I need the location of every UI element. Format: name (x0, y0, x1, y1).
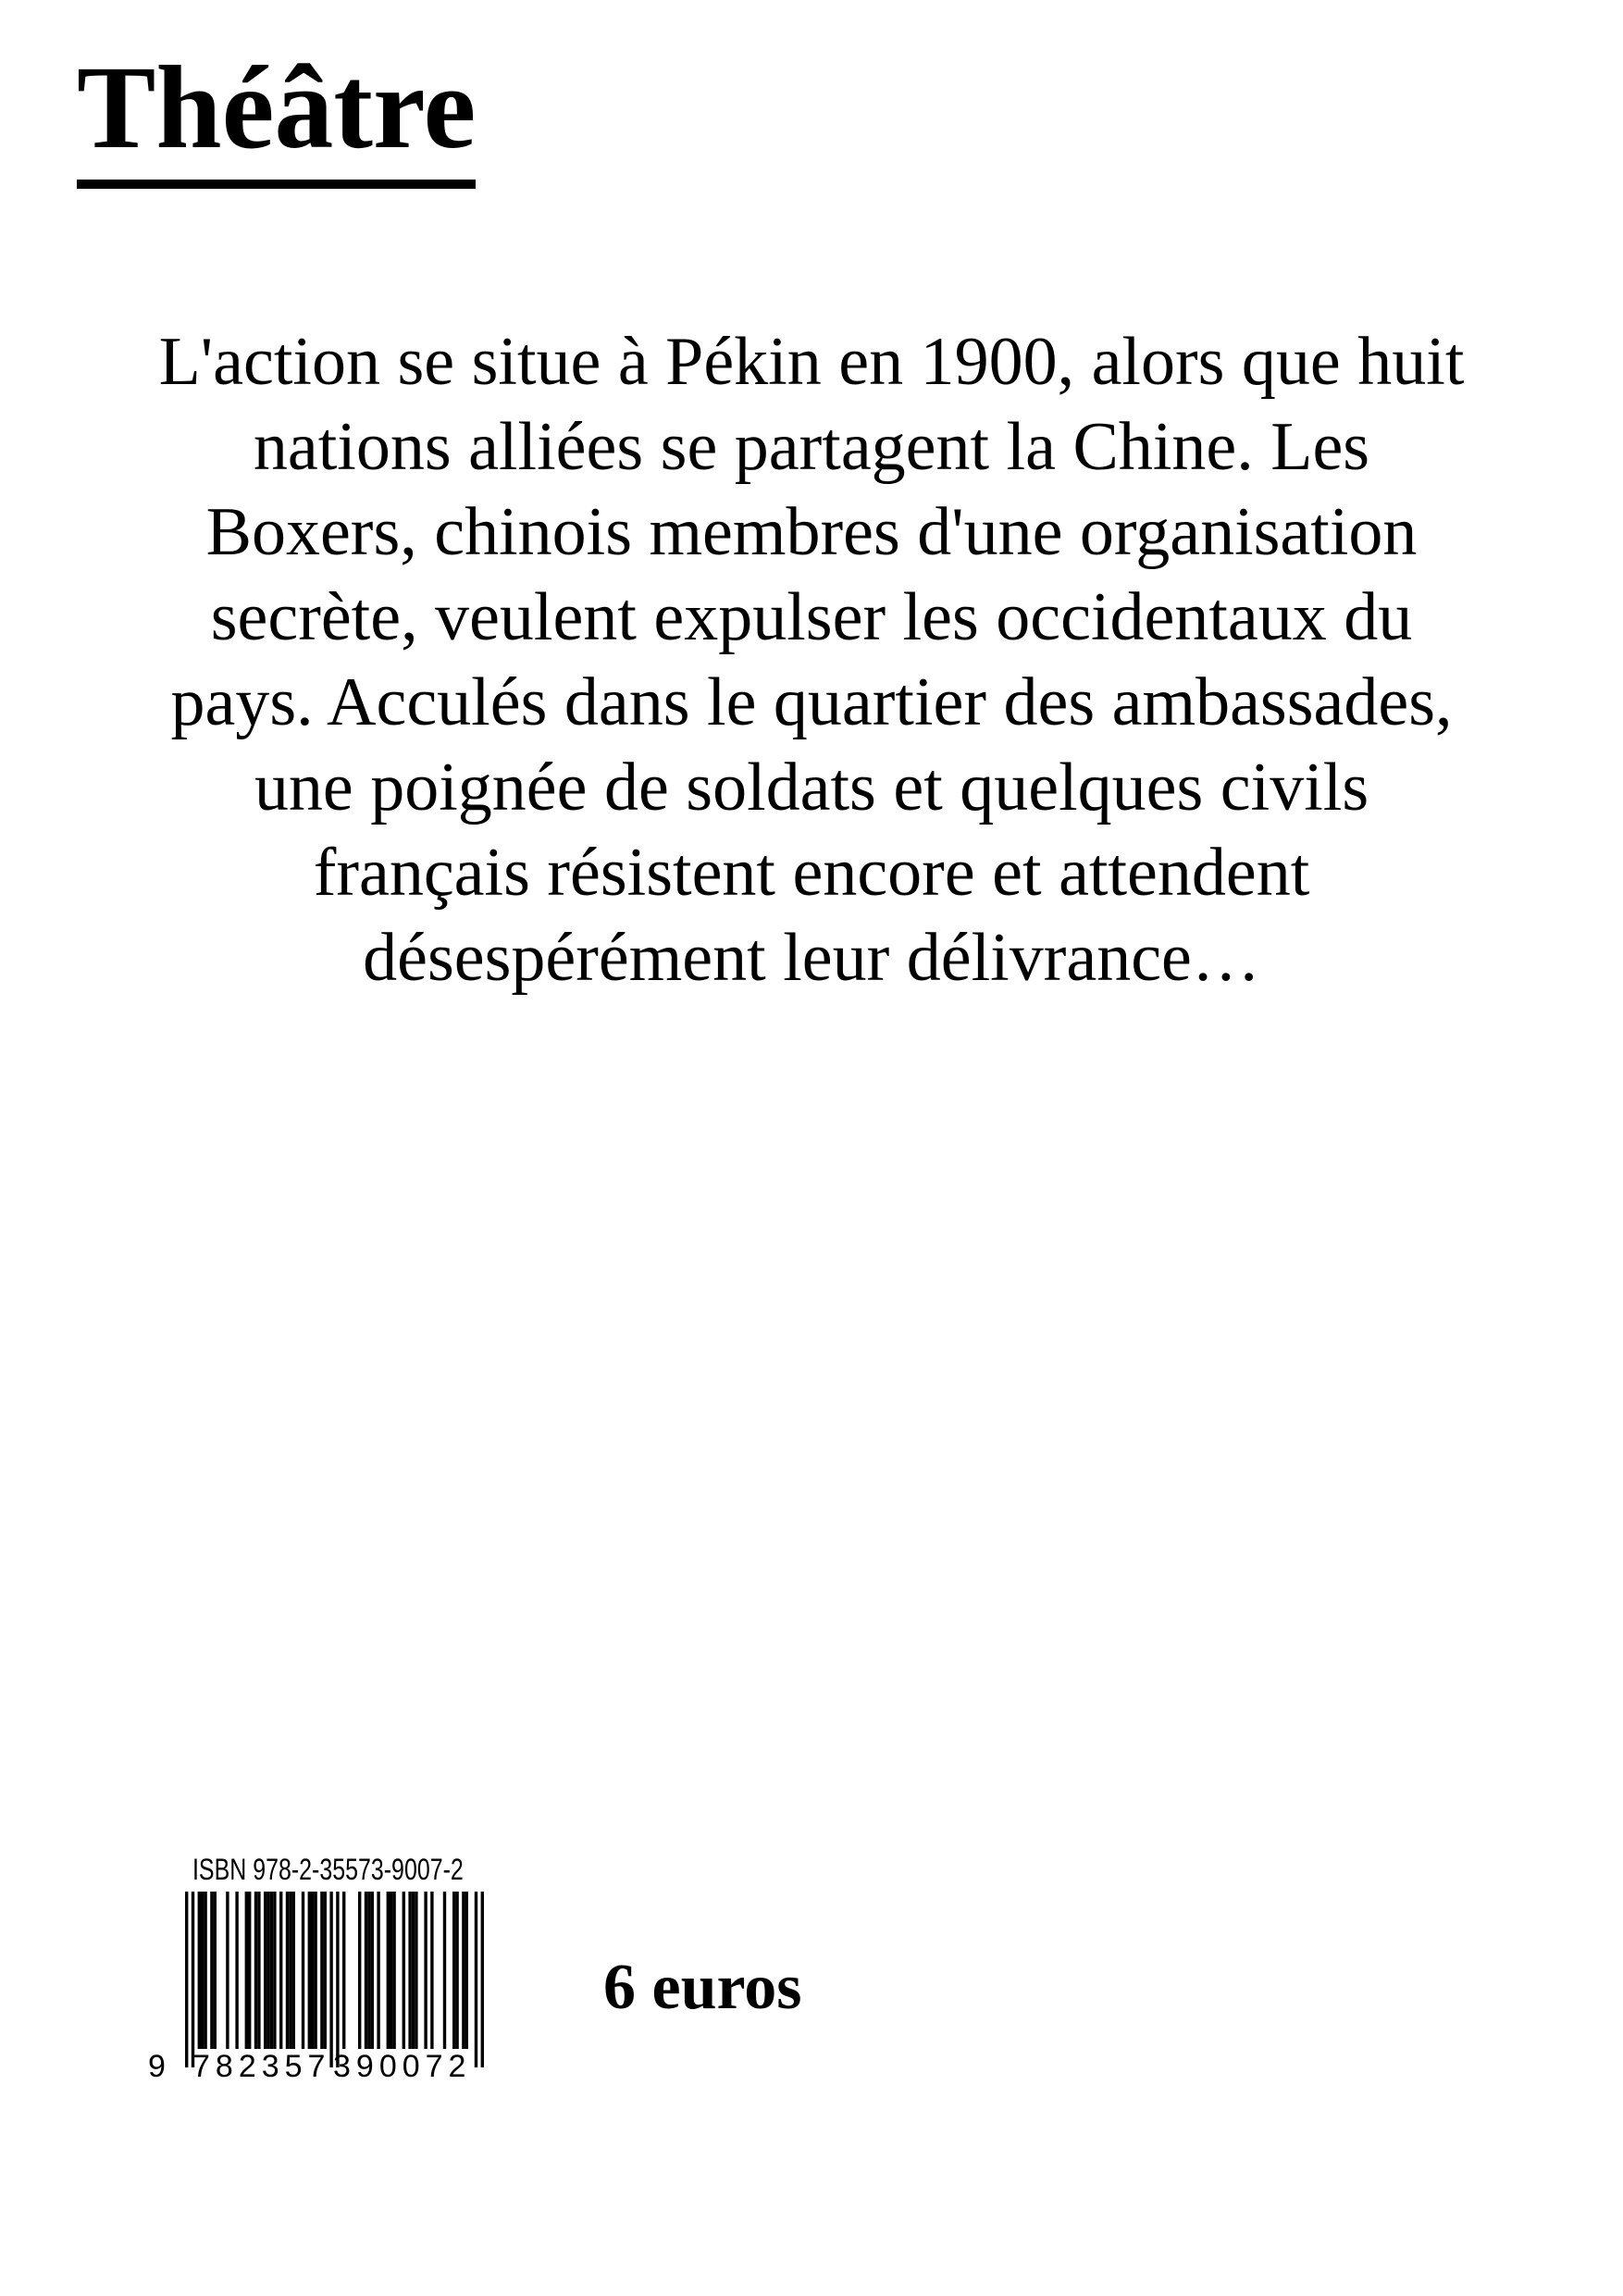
barcode-bar (367, 1892, 370, 2049)
barcode-bar (266, 1892, 269, 2049)
blurb-line: nations alliées se partagent la Chine. Les (253, 409, 1370, 485)
barcode-bar (226, 1892, 229, 2049)
barcode-guard-bar (336, 1892, 339, 2067)
barcode-guard-bar (329, 1892, 332, 2067)
price: 6 euros (603, 1952, 802, 2023)
barcode-bar (257, 1892, 260, 2049)
blurb-line: secrète, veulent expulser les occidentaux du (210, 579, 1413, 655)
barcode-bar (371, 1892, 374, 2049)
barcode-bar (273, 1892, 276, 2049)
blurb-line: désespérément leur délivrance… (363, 920, 1260, 996)
barcode-bar (455, 1892, 458, 2049)
isbn-barcode (148, 1855, 541, 2086)
back-cover-blurb (56, 319, 1567, 1000)
barcode-bar (415, 1892, 417, 2049)
barcode-bar (264, 1892, 266, 2049)
barcode-bar (465, 1892, 468, 2049)
barcode-guard-bar (481, 1892, 484, 2067)
barcode-bar (201, 1892, 204, 2049)
blurb-line: pays. Acculés dans le quartier des ambassades, (170, 664, 1453, 740)
barcode-bar (452, 1892, 455, 2049)
barcode-bar (198, 1892, 201, 2049)
barcode-guard-bar (192, 1892, 194, 2067)
barcode-bar (292, 1892, 295, 2049)
barcode-bar (235, 1892, 238, 2049)
barcode-bar (430, 1892, 433, 2049)
barcode-bar (248, 1892, 251, 2049)
barcode-bar (204, 1892, 206, 2049)
barcode-bar (424, 1892, 427, 2049)
barcode-bar (254, 1892, 257, 2049)
barcode-bar (308, 1892, 311, 2049)
barcode-bar (279, 1892, 282, 2049)
barcode-bar (408, 1892, 411, 2049)
barcode-bar (392, 1892, 395, 2049)
barcode-bar (314, 1892, 316, 2049)
barcode-bar (365, 1892, 367, 2049)
isbn-label: ISBN 978-2-35573-9007-2 (192, 1853, 464, 1886)
blurb-line: une poignée de soldats et quelques civils (254, 750, 1369, 825)
barcode-bar (443, 1892, 446, 2049)
barcode-bar (342, 1892, 345, 2049)
barcode-bar (324, 1892, 327, 2049)
barcode-bars (185, 1892, 537, 2073)
barcode-bar (311, 1892, 314, 2049)
barcode-bar (390, 1892, 392, 2049)
barcode-bar (210, 1892, 213, 2049)
barcode-bar (302, 1892, 304, 2049)
barcode-bar (286, 1892, 289, 2049)
barcode-bar (358, 1892, 361, 2049)
ean-right-group: 390072 (333, 2049, 472, 2084)
blurb-line: français résistent encore et attendent (313, 835, 1310, 911)
ean-first-digit: 9 (148, 2049, 166, 2084)
barcode-bar (403, 1892, 405, 2049)
blurb-line: L'action se situe à Pékin en 1900, alors que huit (158, 324, 1465, 400)
barcode-bar (462, 1892, 465, 2049)
barcode-guard-bar (185, 1892, 188, 2067)
ean-left-group: 782357 (192, 2049, 331, 2084)
blurb-line: Boxers, chinois membres d'une organisation (205, 494, 1418, 570)
barcode-bar (320, 1892, 323, 2049)
barcode-bar (214, 1892, 217, 2049)
barcode-bar (412, 1892, 415, 2049)
barcode-bar (289, 1892, 291, 2049)
barcode-bar (387, 1892, 390, 2049)
barcode-guard-bar (475, 1892, 477, 2067)
barcode-bar (245, 1892, 248, 2049)
page-title: Théâtre (77, 48, 476, 189)
barcode-bar (377, 1892, 379, 2049)
barcode-bar (270, 1892, 273, 2049)
